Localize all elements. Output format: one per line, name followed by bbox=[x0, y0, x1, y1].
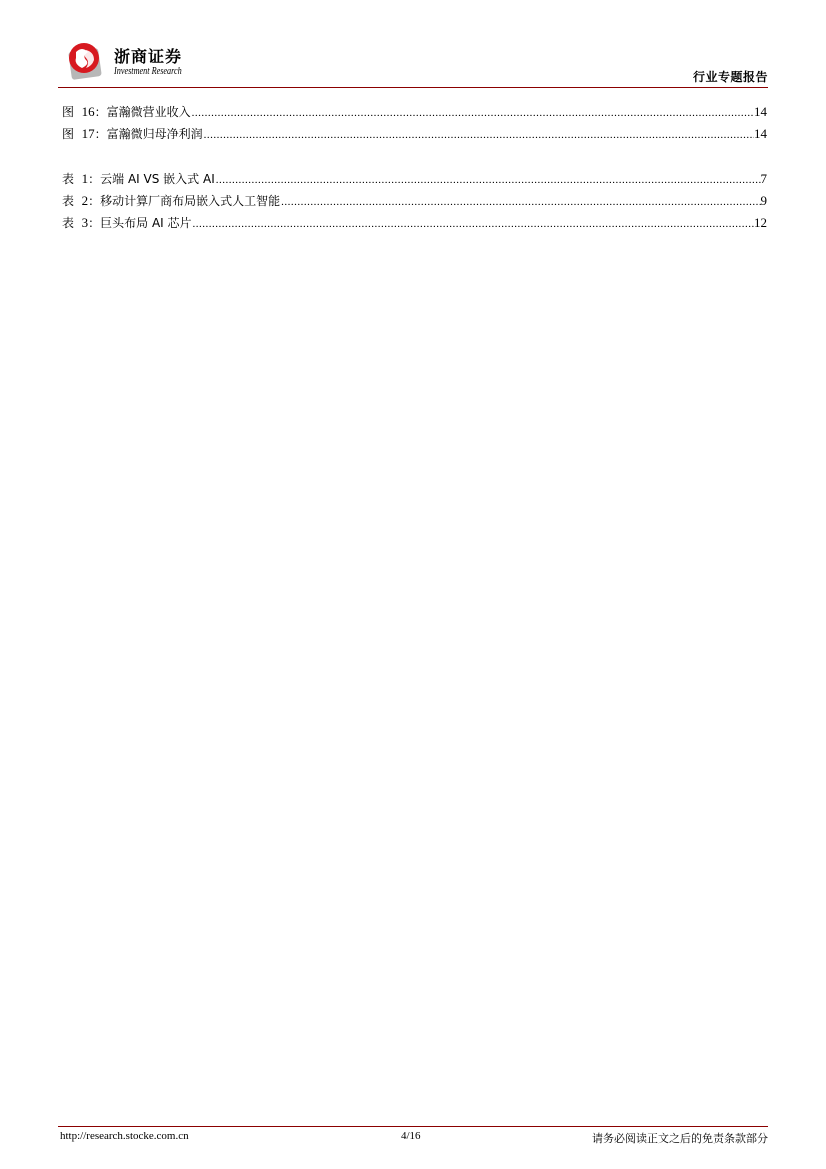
toc-page-number: 7 bbox=[760, 171, 767, 186]
footer-url-link[interactable]: http://research.stocke.com.cn bbox=[60, 1130, 189, 1142]
toc-prefix: 表 bbox=[62, 194, 75, 208]
toc-leader bbox=[203, 129, 754, 141]
toc-entry[interactable] bbox=[62, 170, 767, 190]
toc-title: ：巨头布局 AI 芯片 bbox=[88, 216, 192, 230]
toc-prefix: 图 bbox=[62, 127, 75, 141]
toc-page-number: 12 bbox=[754, 215, 767, 230]
footer-divider bbox=[58, 1126, 768, 1127]
toc-number: 1 bbox=[81, 171, 89, 186]
toc-page-number: 14 bbox=[754, 126, 767, 141]
toc-entry[interactable] bbox=[62, 103, 767, 123]
toc-leader bbox=[280, 196, 760, 208]
toc-leader bbox=[192, 218, 754, 230]
toc-title: ：富瀚微归母净利润 bbox=[94, 127, 203, 141]
zheshang-logo-icon bbox=[64, 40, 108, 80]
toc-prefix: 表 bbox=[62, 172, 75, 186]
toc-number: 16 bbox=[81, 104, 95, 119]
brand-name-cn: 浙商证券 bbox=[114, 47, 183, 66]
toc-number: 17 bbox=[81, 126, 95, 141]
toc-entry[interactable] bbox=[62, 214, 767, 234]
toc-title: ：云端 AI VS 嵌入式 AI bbox=[88, 172, 215, 186]
toc-number: 3 bbox=[81, 215, 89, 230]
toc-title: ：移动计算厂商布局嵌入式人工智能 bbox=[88, 194, 281, 208]
toc-leader bbox=[191, 107, 754, 119]
toc-title: ：富瀚微营业收入 bbox=[94, 105, 191, 119]
brand-name-en: Investment Research bbox=[114, 66, 182, 77]
toc-entry[interactable] bbox=[62, 192, 767, 212]
disclaimer-note: 请务必阅读正文之后的免责条款部分 bbox=[592, 1132, 768, 1145]
toc-page-number: 9 bbox=[760, 193, 767, 208]
page-number: 4/16 bbox=[401, 1130, 421, 1142]
toc-prefix: 表 bbox=[62, 216, 75, 230]
toc-number: 2 bbox=[81, 193, 89, 208]
header-divider bbox=[58, 87, 768, 88]
toc-page-number: 14 bbox=[754, 104, 767, 119]
toc-entry[interactable] bbox=[62, 125, 767, 145]
report-type: 行业专题报告 bbox=[692, 70, 768, 84]
toc-prefix: 图 bbox=[62, 105, 75, 119]
page-header bbox=[0, 0, 826, 90]
toc-leader bbox=[215, 174, 761, 186]
